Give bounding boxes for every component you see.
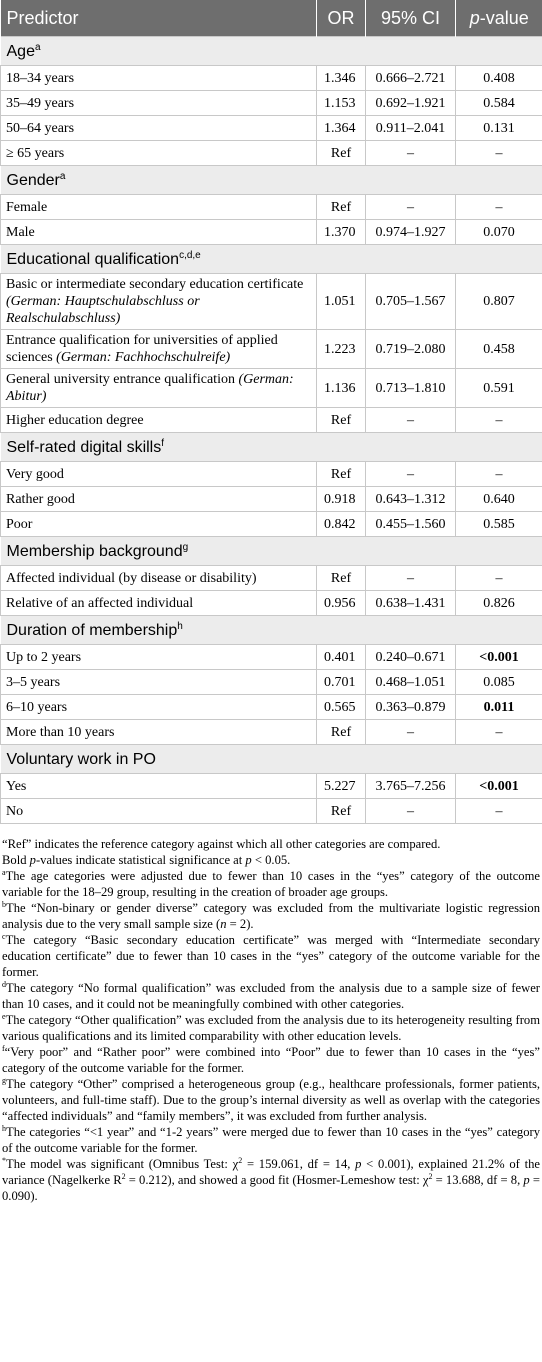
table-row: More than 10 years Ref – –	[1, 720, 542, 745]
note-b: $^b$The “Non-binary or gender diverse” category was excluded from the multivariate logistic regression analysis due to the very small sample size (n = 2).	[2, 900, 540, 931]
note-f: $^f$“Very poor” and “Rather poor” were combined into “Poor” due to fewer than 10 cases in the “yes” category of the outcome variable for the former.	[2, 1044, 540, 1075]
note-a: $^a$The age categories were adjusted due to fewer than 10 cases in the “yes” category of the outcome variable for the 18–29 group, resulting in the creation of broader age groups.	[2, 868, 540, 899]
note-model: *The model was significant (Omnibus Test: $\chi^2 = 159.061$, df = 14, p < 0.001), explained 21.2% of the variance (Nagelkerke $R^2 = 0.212$), and showed a good fit (Hosmer-Lemeshow test: $\chi^2 = 13.688$, df = 8, p = 0.090).	[2, 1156, 540, 1203]
table-row: 3–5 years 0.701 0.468–1.051 0.085	[1, 670, 542, 695]
table-row: Basic or intermediate secondary education certificate (German: Hauptschulabschluss or Realschulabschluss) 1.051 0.705–1.567 0.807	[1, 274, 542, 330]
table-row: General university entrance qualification (German: Abitur) 1.136 0.713–1.810 0.591	[1, 369, 542, 408]
table-row: ≥ 65 years Ref – –	[1, 141, 542, 166]
section-voluntary-work: Voluntary work in PO	[1, 745, 542, 774]
table-row: Affected individual (by disease or disability) Ref – –	[1, 566, 542, 591]
section-duration: Duration of membership$^h$	[1, 616, 542, 645]
table-row: Relative of an affected individual 0.956 0.638–1.431 0.826	[1, 591, 542, 616]
note-bold: Bold p-values indicate statistical significance at p < 0.05.	[2, 853, 291, 867]
note-ref: “Ref” indicates the reference category against which all other categories are compared.	[2, 837, 441, 851]
table-row: Yes 5.227 3.765–7.256 <0.001	[1, 774, 542, 799]
table-row: 18–34 years 1.346 0.666–2.721 0.408	[1, 66, 542, 91]
section-digital-skills: Self-rated digital skills$^f$	[1, 433, 542, 462]
header-ci: 95% CI	[366, 0, 456, 37]
table-row: Entrance qualification for universities of applied sciences (German: Fachhochschulreife) 1.223 0.719–2.080 0.458	[1, 330, 542, 369]
table-row: Female Ref – –	[1, 195, 542, 220]
note-d: $^d$The category “No formal qualification” was excluded from the analysis due to a sample size of fewer than 10 cases, and it could not be meaningfully combined with other categories.	[2, 980, 540, 1011]
note-c: $^c$The category “Basic secondary education certificate” was merged with “Intermediate secondary education certificate” due to fewer than 10 cases in the “yes” category of the outcome variable for the former.	[2, 932, 540, 979]
table-row: Very good Ref – –	[1, 462, 542, 487]
table-row: Up to 2 years 0.401 0.240–0.671 <0.001	[1, 645, 542, 670]
section-age: Age$^a$	[1, 37, 542, 66]
table-footnotes	[0, 836, 542, 1204]
header-row	[1, 0, 542, 37]
section-gender: Gender$^a$	[1, 166, 542, 195]
table-row: Higher education degree Ref – –	[1, 408, 542, 433]
table-row: 35–49 years 1.153 0.692–1.921 0.584	[1, 91, 542, 116]
section-education: Educational qualification$^{c,d,e}$	[1, 245, 542, 274]
header-p-value: p-value	[456, 0, 542, 37]
table-row: Rather good 0.918 0.643–1.312 0.640	[1, 487, 542, 512]
table-row: 6–10 years 0.565 0.363–0.879 0.011	[1, 695, 542, 720]
note-e: $^e$The category “Other qualification” was excluded from the analysis due to its heterogeneity resulting from various qualifications and its limited comparability with other education levels.	[2, 1012, 540, 1043]
note-h: $^h$The categories “<1 year” and “1-2 years” were merged due to fewer than 10 cases in the “yes” category of the outcome variable for the former.	[2, 1124, 540, 1155]
header-or: OR	[317, 0, 366, 37]
table-row: No Ref – –	[1, 799, 542, 824]
table-row: Male 1.370 0.974–1.927 0.070	[1, 220, 542, 245]
section-membership-background: Membership background$^g$	[1, 537, 542, 566]
table-row: Poor 0.842 0.455–1.560 0.585	[1, 512, 542, 537]
note-g: $^g$The category “Other” comprised a heterogeneous group (e.g., healthcare professionals, former patients, volunteers, and full-time staff). Due to the group’s internal diversity as well as overlap with the categories “affected individuals” and “family members”, it was excluded from further analysis.	[2, 1076, 540, 1123]
table-row: 50–64 years 1.364 0.911–2.041 0.131	[1, 116, 542, 141]
header-predictor: Predictor	[1, 0, 317, 37]
